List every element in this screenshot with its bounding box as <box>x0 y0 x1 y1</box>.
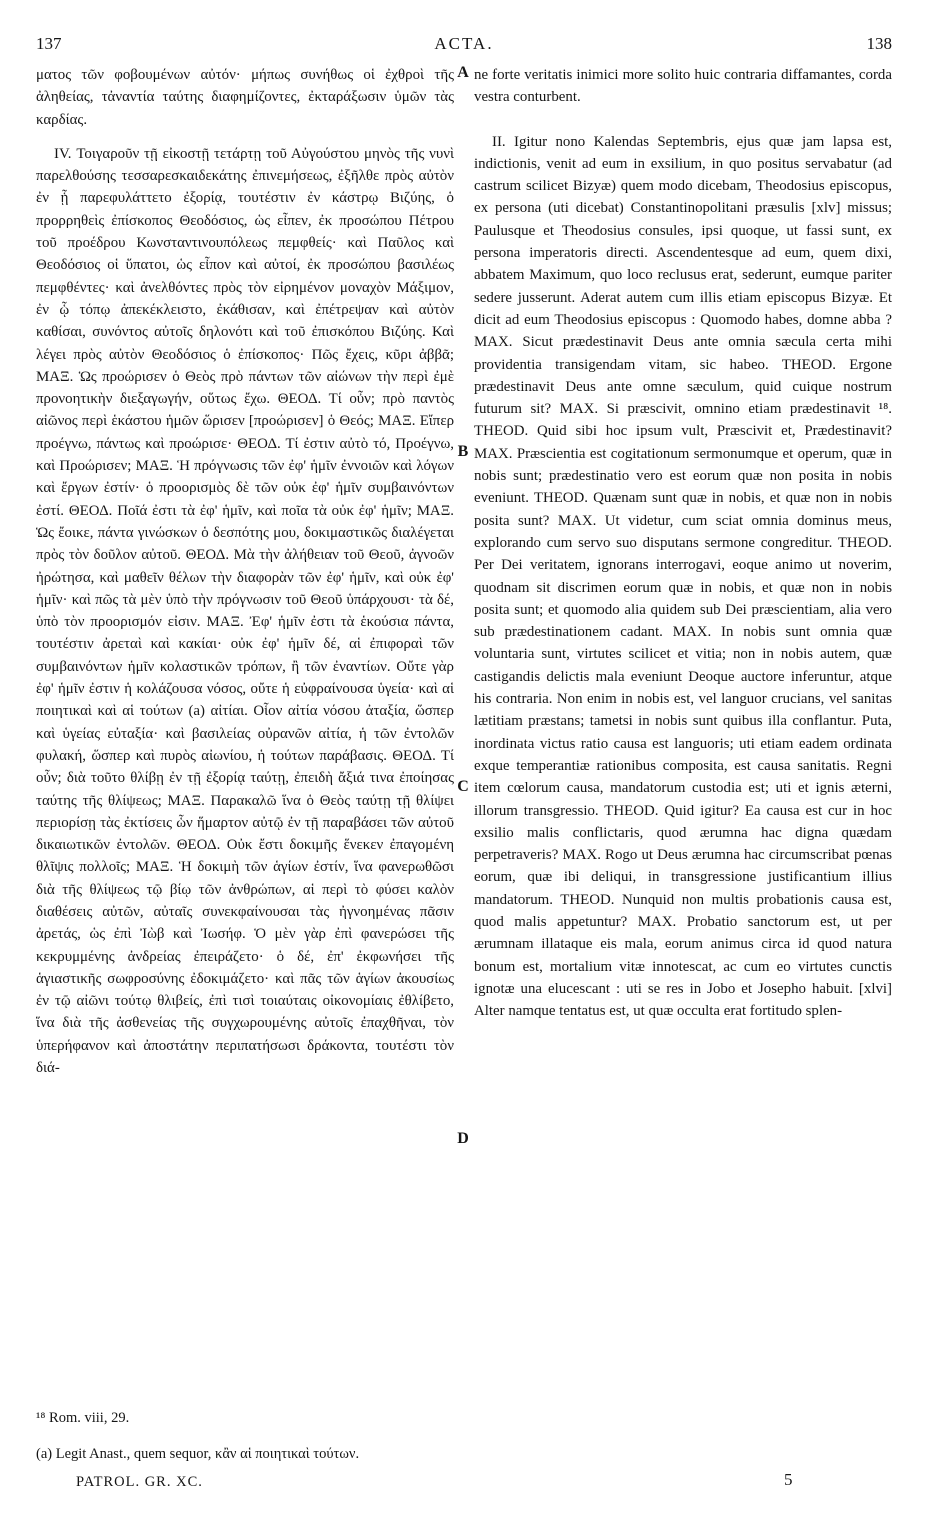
margin-mark-a: A <box>457 64 469 81</box>
greek-paragraph-2: IV. Τοιγαροῦν τῇ εἰκοστῇ τετάρτῃ τοῦ Αὐγούστου μηνὸς τῆς νυνὶ παρελθούσης τεσσαρεσκαιδεκάτης ἐπινεμήσεως, ἐξῆλθε πρὸς αὐτὸν ἐν ᾗ παρεφυλάττετο ἐξορίᾳ, τουτέστιν ἐν κάστρῳ Βιζύης, ὁ προρρηθεὶς ἐπίσκοπος Θεοδόσιος, ὡς εἶπεν, ἐκ προσώπου Πέτρου τοῦ προέδρου Κωνσταντινουπόλεως πεμφθείς· καὶ Παῦλος καὶ Θεοδόσιος οἱ ὕπατοι, ὡς εἶπον καὶ αὐτοί, ἐκ προσώπου βασιλέως πεμφθέντες· καὶ ἀνελθόντες πρὸς τὸν εἰρημένον μοναχὸν Μάξιμον, ἐν ᾧ τόπῳ ἀπεκέκλειστο, ἐκάθισαν, καὶ ἐπέτρεψαν καὶ αὐτὸν καθίσαι, συνόντος αὐτοῖς δηλονότι καὶ τοῦ ἐπισκόπου Βιζύης. Καὶ λέγει πρὸς αὐτὸν Θεοδόσιος ὁ ἐπίσκοπος· Πῶς ἔχεις, κῦρι ἀββᾶ; ΜΑΞ. Ὡς προώρισεν ὁ Θεὸς πρὸ πάντων τῶν αἰώνων τὴν περὶ ἐμὲ προνοητικὴν διεξαγωγήν, οὕτως ἔχω. ΘΕΟΔ. Τί οὖν; πρὸ παντὸς αἰῶνος περὶ ἑκάστου ἡμῶν ὥρισεν [προώρισεν] ὁ Θεός; ΜΑΞ. Εἴπερ προέγνω, πάντως καὶ προώρισε· ΘΕΟΔ. Τί ἐστιν αὐτὸ τό, Προέγνω, καὶ Προώρισεν; ΜΑΞ. Ἡ πρόγνωσις τῶν ἐφ' ἡμῖν ἐννοιῶν καὶ λόγων καὶ ἔργων ἐστίν· ὁ προορισμὸς δὲ τῶν οὐκ ἐφ' ἡμῖν συμβαινόντων ἐστί. ΘΕΟΔ. Ποῖά ἐστι τὰ ἐφ' ἡμῖν, καὶ ποῖα τὰ οὐκ ἐφ' ἡμῖν; ΜΑΞ. Ὡς ἔοικε, πάντα γινώσκων ὁ δεσπότης μου, δοκιμαστικῶς διαλέγεται πρὸς τὸν δοῦλον αὐτοῦ. ΘΕΟΔ. Μὰ τὴν ἀλήθειαν τοῦ Θεοῦ, ἀγνοῶν ἠρώτησα, καὶ μαθεῖν θέλων τὴν διαφορὰν τῶν ἐφ' ἡμῖν, καὶ οὐκ ἐφ' ἡμῖν· καὶ πῶς τὰ μὲν ὑπὸ τὴν πρόγνωσιν τοῦ Θεοῦ ὑπάρχουσι· τὰ δέ, ὑπὸ τὸν προορισμόν εἰσιν. ΜΑΞ. Ἐφ' ἡμῖν ἐστι τὰ ἑκούσια πάντα, τουτέστιν ἀρεταὶ καὶ κακίαι· οὐκ ἐφ' ἡμῖν δέ, αἱ ἐπιφοραὶ τῶν συμβαινόντων ἡμῖν κολαστικῶν τρόπων, ἢ τῶν ἐναντίων. Οὔτε γὰρ ἐφ' ἡμῖν ἐστιν ἡ κολάζουσα νόσος, οὔτε ἡ εὐφραίνουσα ὑγεία· καὶ αἱ ποιητικαὶ καὶ αἱ τούτων (a) αἰτίαι. Οἷον αἰτία νόσου ἀταξία, ὥσπερ καὶ ὑγείας εὐταξία· καὶ βασιλείας οὐρανῶν αἰτία, ἡ τῶν ἐντολῶν φυλακή, ὥσπερ καὶ πυρὸς αἰωνίου, ἡ τούτων παράβασις. ΘΕΟΔ. Τί οὖν; διὰ τοῦτο θλίβῃ ἐν τῇ ἐξορίᾳ ταύτῃ, ἐπειδὴ ἄξιά τινα ἐποίησας ταύτης τῆς θλίψεως; ΜΑΞ. Παρακαλῶ ἵνα ὁ Θεὸς ταύτῃ τῇ θλίψει περιορίσῃ τὰς ἐκτίσεις ὧν ἥμαρτον αὐτῷ ἐν τῇ παραβάσει τῶν αὐτοῦ δικαιωτικῶν ἐντολῶν. ΘΕΟΔ. Οὐκ ἔστι δοκιμῆς ἕνεκεν ἐπαγομένη θλῖψις πολλοῖς; ΜΑΞ. Ἡ δοκιμὴ τῶν ἁγίων ἐστίν, ἵνα φανερωθῶσι διὰ τῆς θλίψεως τῷ βίῳ τῶν ἀνθρώπων, αἱ περὶ τὸ φύσει καλὸν διαθέσεις αὐτῶν, αὐταῖς συνεκφαίνουσαι τὰς ἠγνοημένας πᾶσιν ἀρετάς, ὡς ἐπὶ Ἰὼβ καὶ Ἰωσήφ. Ὁ μὲν γὰρ ἐπὶ φανερώσει τῆς κεκρυμμένης ἀνδρείας ἐπειράζετο· ὁ δέ, ἐπ' ἐκφωνήσει τῆς ἁγιαστικῆς σωφροσύνης ἐδοκιμάζετο· καὶ πᾶς τῶν ἁγίων ἀκουσίως ἐν τῷ αἰῶνι τούτῳ θλιβείς, ἐπὶ τισὶ τοιαύταις οἰκονομίαις ἐθλίβετο, ἵνα διὰ τῆς ἀσθενείας τῆς συγχωρουμένης αὐτοῖς ἐπαχθῆναι, τὸν ὑπερήφανον καὶ ἀποστάτην περιπατήσωσι δράκοντα, τουτέστι τὸν διά- <box>36 145 454 1077</box>
running-head <box>36 34 892 58</box>
latin-paragraph-2: II. Igitur nono Kalendas Septembris, ejus quæ jam lapsa est, indictionis, venit ad eum in exsilium, in quo positus servabatur (ad castrum scilicet Bizyæ) quem modo dicebam, Theodosius episcopus, ex persona (uti dicebat) Constantinopolitani præsulis [xlv] missus; Paulusque et Theodosius consules, ipsi quoque, ut fassi sunt, ex persona imperatoris directi. Ascendentesque ad eum, quem dixi, abbatem Maximum, quo loco reclusus erat, sederunt, eumque pariter sedere jusserunt. Aderat autem cum illis etiam episcopus Bizyæ. Et dicit ad eum Theodosius episcopus : Quomodo habes, domne abba ? MAX. Sicut prædestinavit Deus ante omnia sæcula certa mihi providentia transigendam vitam, sic habeo. THEOD. Ergone prædestinavit Deus ante omne sæculum, quid cuique nostrum futurum sit? MAX. Si præscivit, omnino etiam prædestinavit ¹⁸. THEOD. Quid sibi hoc ipsum vult, Præscivit et, Prædestinavit? MAX. Præscientia est cogitationum sermonumque et operum, quæ in nobis sunt; prædestinatio vero est eorum quæ non posita in nobis eveniunt. THEOD. Quænam sunt quæ in nobis, et quæ non in nobis posita sunt? MAX. Ut videtur, cum sciat omnia dominus meus, explorando cum servo suo disputans sermone congreditur. THEOD. Per Dei veritatem, ignorans interrogavi, eoque animo ut noverim, quodnam sit discrimen eorum quæ in nobis, et quæ non in nobis posita sunt; et quomodo alia quidem sub Dei præscientiam, alia vero sub prædestinationem cadant. MAX. In nobis sunt omnia quæ voluntaria sunt, virtutes scilicet et vitia; non in nobis autem, quæ castigandis delictis mala eveniunt Deoque auctore inferuntur, atque his contraria. Non enim in nobis est, vel languor crucians, vel sanitas lætitiam præstans; tametsi in nobis sunt quibus illa conflantur. Puta, inordinata victus ratio causa est languoris; uti etiam eadem ordinata exque temperantiæ rationibus composita, est causa sanitatis. Regni item cœlorum causa, mandatorum custodia est; uti et ignis æterni, illorum transgressio. THEOD. Quid igitur? Ea causa est cur in hoc exsilio malis conflictaris, quod ærumna hac digna quædam perpetraveris? MAX. Rogo ut Deus ærumna hac circumscribat pœnas eorum, quæ ibi deliqui, in transgressione justificantium illius mandatorum. THEOD. Nunquid non multis probationis causa est, quod malis appetuntur? MAX. Probatio sanctorum est, ut per ærumnam illataque eis mala, eorum animus circa id quod natura bonum est, mortalium vitæ innotescat, ac cum eo virtutes cunctis ignotæ una elucescant : uti se res in Jobo et Josepho habuit. [xlvi] Alter namque tentatus est, ut quæ occulta erat fortitudo splen- <box>474 133 892 1020</box>
page-number-right: 138 <box>866 34 892 53</box>
paragraph-gap <box>474 109 892 131</box>
signature-number: 5 <box>784 1470 793 1489</box>
running-title: ACTA. <box>434 34 494 53</box>
margin-mark-d: D <box>457 1130 469 1147</box>
footnote-a: (a) Legit Anast., quem sequor, κἂν αἱ ποιητικαὶ τούτων. <box>36 1446 360 1462</box>
margin-mark-b: B <box>457 443 469 460</box>
page-number-left: 137 <box>36 34 62 53</box>
latin-column <box>474 64 892 1022</box>
paragraph-gap <box>36 131 454 143</box>
latin-paragraph-1: ne forte veritatis inimici more solito huic contraria diffamantes, corda vestra conturbent. <box>474 67 892 106</box>
greek-paragraph-1: ματος τῶν φοβουμένων αὐτόν· μήπως συνήθως οἱ ἐχθροὶ τῆς ἀληθείας, τἀναντία ταύτης διαφημίζοντες, ἐκταράξωσιν ὑμῶν τὰς καρδίας. <box>36 67 454 128</box>
footnote-18: ¹⁸ Rom. viii, 29. <box>36 1410 130 1426</box>
greek-column <box>36 64 454 1079</box>
printer-signature: PATROL. GR. XC. <box>76 1474 203 1490</box>
margin-mark-c: C <box>457 778 469 795</box>
